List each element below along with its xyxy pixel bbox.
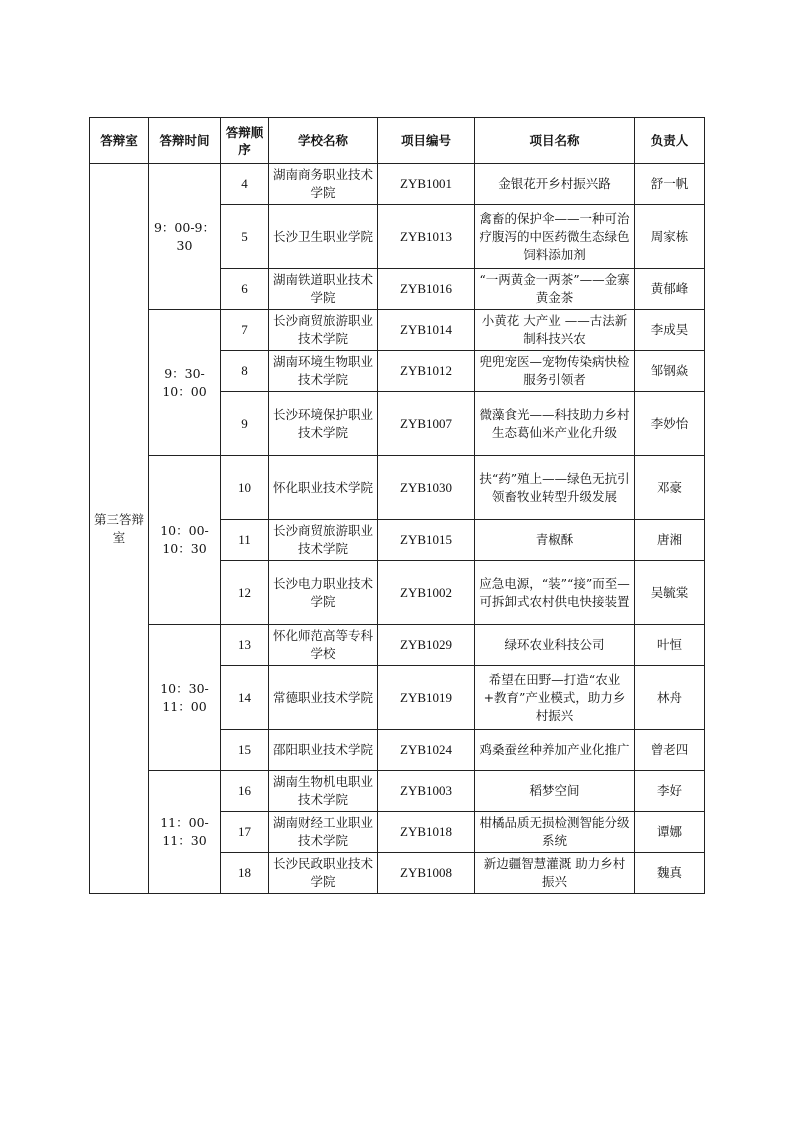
time-slot-cell: 9：00-9：30 [149, 164, 221, 310]
seq-cell: 12 [221, 561, 269, 625]
code-cell: ZYB1008 [378, 853, 475, 894]
seq-cell: 17 [221, 812, 269, 853]
seq-cell: 7 [221, 310, 269, 351]
code-cell: ZYB1024 [378, 730, 475, 771]
time-slot-cell: 9：30-10：00 [149, 310, 221, 456]
leader-cell: 唐湘 [635, 520, 705, 561]
project-cell: 稻梦空间 [475, 771, 635, 812]
room-cell: 第三答辩室 [90, 164, 149, 894]
school-cell: 湖南商务职业技术学院 [269, 164, 378, 205]
school-cell: 怀化职业技术学院 [269, 456, 378, 520]
seq-cell: 14 [221, 666, 269, 730]
project-cell: 兜兜宠医—宠物传染病快检服务引领者 [475, 351, 635, 392]
time-slot-cell: 11：00-11：30 [149, 771, 221, 894]
seq-cell: 10 [221, 456, 269, 520]
school-cell: 湖南财经工业职业技术学院 [269, 812, 378, 853]
school-cell: 湖南生物机电职业技术学院 [269, 771, 378, 812]
table-row [90, 164, 705, 205]
project-cell: 微藻食光——科技助力乡村生态葛仙米产业化升级 [475, 392, 635, 456]
header-school: 学校名称 [269, 118, 378, 164]
leader-cell: 谭娜 [635, 812, 705, 853]
code-cell: ZYB1013 [378, 205, 475, 269]
header-row [90, 118, 705, 164]
school-cell: 常德职业技术学院 [269, 666, 378, 730]
project-cell: 新边疆智慧灌溉 助力乡村振兴 [475, 853, 635, 894]
schedule-body [90, 164, 705, 894]
code-cell: ZYB1016 [378, 269, 475, 310]
project-cell: 禽畜的保护伞——一种可治疗腹泻的中医药微生态绿色饲料添加剂 [475, 205, 635, 269]
school-cell: 长沙商贸旅游职业技术学院 [269, 310, 378, 351]
leader-cell: 李好 [635, 771, 705, 812]
table-row [90, 310, 705, 351]
school-cell: 邵阳职业技术学院 [269, 730, 378, 771]
code-cell: ZYB1030 [378, 456, 475, 520]
project-cell: 青椒酥 [475, 520, 635, 561]
seq-cell: 16 [221, 771, 269, 812]
seq-cell: 5 [221, 205, 269, 269]
seq-cell: 11 [221, 520, 269, 561]
seq-cell: 15 [221, 730, 269, 771]
header-seq: 答辩顺序 [221, 118, 269, 164]
school-cell: 长沙卫生职业学院 [269, 205, 378, 269]
seq-cell: 6 [221, 269, 269, 310]
leader-cell: 叶恒 [635, 625, 705, 666]
code-cell: ZYB1029 [378, 625, 475, 666]
defense-schedule-table [89, 117, 705, 894]
table-row [90, 625, 705, 666]
header-time: 答辩时间 [149, 118, 221, 164]
project-cell: 鸡桑蚕丝种养加产业化推广 [475, 730, 635, 771]
school-cell: 湖南环境生物职业技术学院 [269, 351, 378, 392]
code-cell: ZYB1002 [378, 561, 475, 625]
school-cell: 长沙环境保护职业技术学院 [269, 392, 378, 456]
project-cell: 扶“药”殖上——绿色无抗引领畜牧业转型升级发展 [475, 456, 635, 520]
code-cell: ZYB1019 [378, 666, 475, 730]
seq-cell: 8 [221, 351, 269, 392]
code-cell: ZYB1015 [378, 520, 475, 561]
leader-cell: 吴毓棠 [635, 561, 705, 625]
header-leader: 负责人 [635, 118, 705, 164]
leader-cell: 林舟 [635, 666, 705, 730]
header-project: 项目名称 [475, 118, 635, 164]
leader-cell: 周家栋 [635, 205, 705, 269]
time-slot-cell: 10：00-10：30 [149, 456, 221, 625]
table-row [90, 771, 705, 812]
code-cell: ZYB1012 [378, 351, 475, 392]
leader-cell: 邓豪 [635, 456, 705, 520]
school-cell: 长沙商贸旅游职业技术学院 [269, 520, 378, 561]
school-cell: 怀化师范高等专科学校 [269, 625, 378, 666]
seq-cell: 13 [221, 625, 269, 666]
project-cell: 小黄花 大产业 ——古法新制科技兴农 [475, 310, 635, 351]
seq-cell: 4 [221, 164, 269, 205]
project-cell: 希望在田野—打造“农业+教育”产业模式，助力乡村振兴 [475, 666, 635, 730]
seq-cell: 9 [221, 392, 269, 456]
leader-cell: 魏真 [635, 853, 705, 894]
time-slot-cell: 10：30-11：00 [149, 625, 221, 771]
table-row [90, 456, 705, 520]
leader-cell: 曾老四 [635, 730, 705, 771]
project-cell: “一两黄金一两茶”——金寨黄金茶 [475, 269, 635, 310]
header-room: 答辩室 [90, 118, 149, 164]
leader-cell: 黄郁峰 [635, 269, 705, 310]
school-cell: 长沙民政职业技术学院 [269, 853, 378, 894]
code-cell: ZYB1018 [378, 812, 475, 853]
leader-cell: 邹钢焱 [635, 351, 705, 392]
header-code: 项目编号 [378, 118, 475, 164]
school-cell: 湖南铁道职业技术学院 [269, 269, 378, 310]
project-cell: 柑橘品质无损检测智能分级系统 [475, 812, 635, 853]
code-cell: ZYB1014 [378, 310, 475, 351]
leader-cell: 舒一帆 [635, 164, 705, 205]
leader-cell: 李成昊 [635, 310, 705, 351]
project-cell: 金银花开乡村振兴路 [475, 164, 635, 205]
project-cell: 绿环农业科技公司 [475, 625, 635, 666]
leader-cell: 李妙怡 [635, 392, 705, 456]
project-cell: 应急电源，“装”“接”而至—可拆卸式农村供电快接装置 [475, 561, 635, 625]
code-cell: ZYB1001 [378, 164, 475, 205]
code-cell: ZYB1003 [378, 771, 475, 812]
code-cell: ZYB1007 [378, 392, 475, 456]
seq-cell: 18 [221, 853, 269, 894]
school-cell: 长沙电力职业技术学院 [269, 561, 378, 625]
